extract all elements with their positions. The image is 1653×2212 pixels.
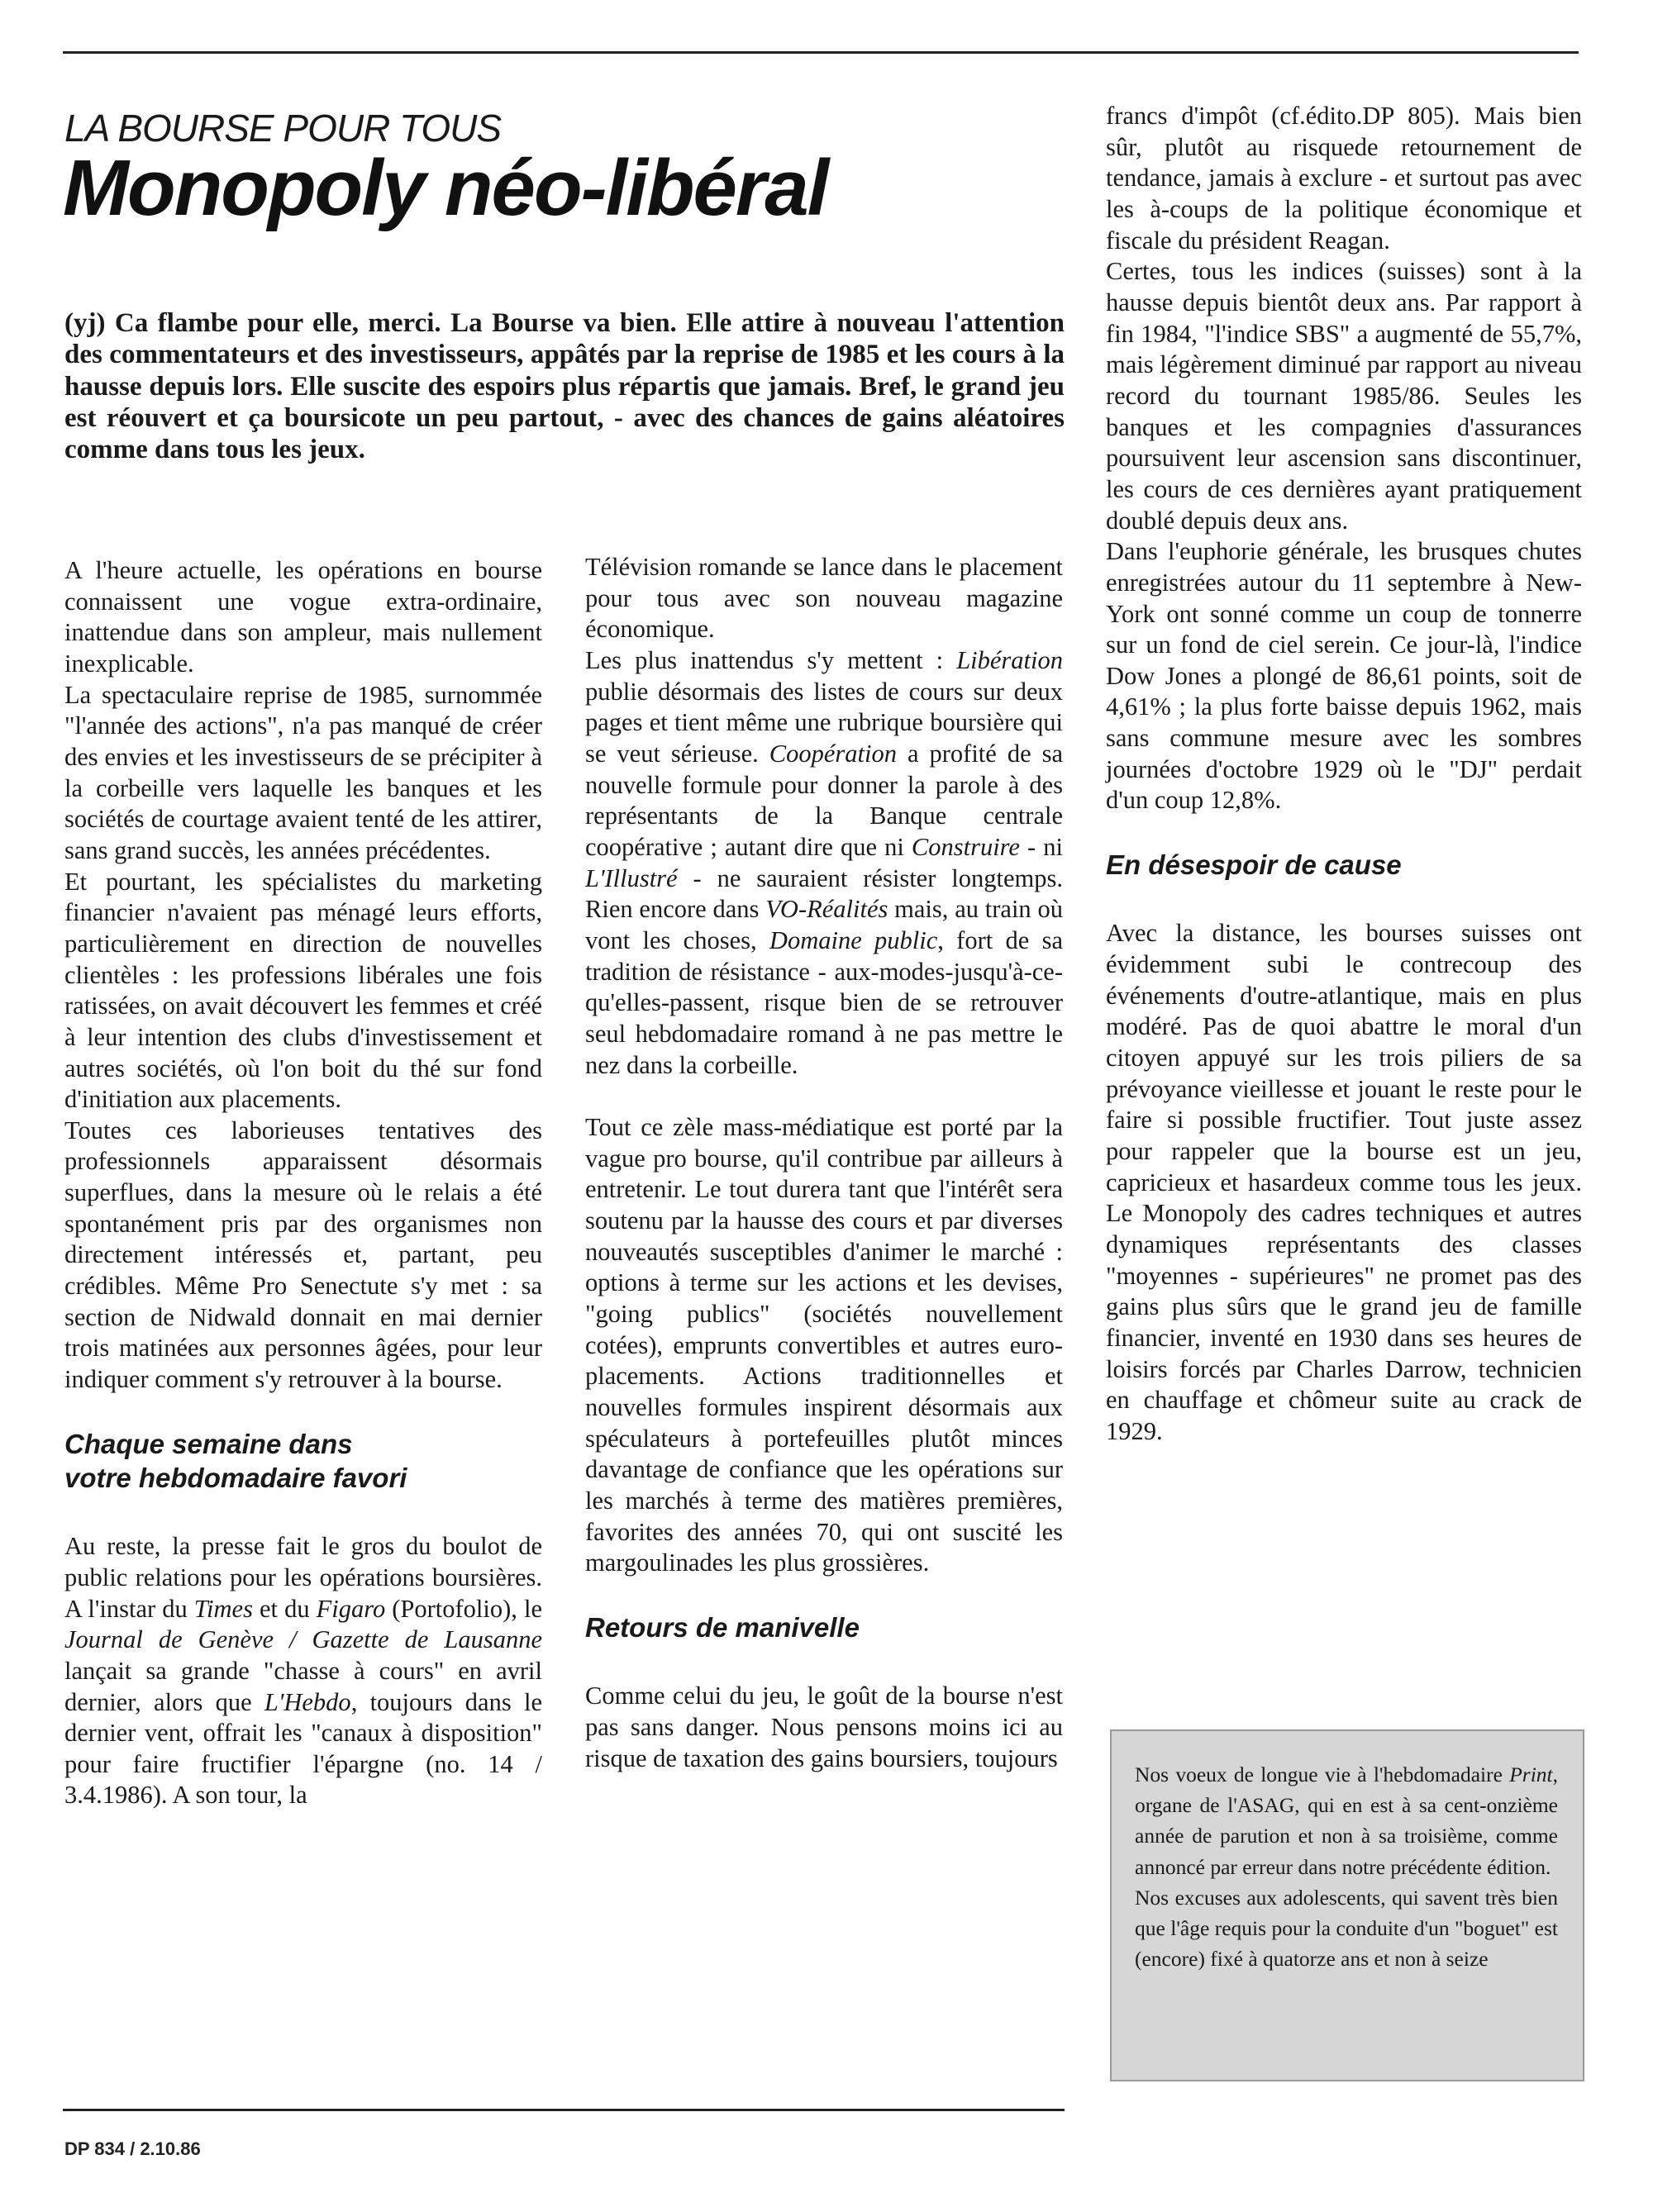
paragraph: Télévision romande se lance dans le placement pour tous avec son nouveau magazine économique. — [585, 553, 1063, 644]
publication-name: Libération — [956, 645, 1063, 674]
subheading-line: votre hebdomadaire favori — [64, 1462, 407, 1493]
article-title: Monopoly néo-libéral — [63, 144, 828, 232]
publication-name: Construire — [911, 832, 1020, 861]
paragraph: La spectaculaire reprise de 1985, surnommée "l'année des actions", n'a pas manqué de créer des envies et les investisseurs de se précipiter à la corbeille vers laquelle les banques et les sociétés de courtage avaient tenté de les attirer, sans grand succès, les années précédentes. — [64, 680, 542, 864]
paragraph: Certes, tous les indices (suisses) sont à la hausse depuis bientôt deux ans. Par rapport à fin 1984, "l'indice SBS" a augmenté de 55,7%, mais légèrement diminué par rapport au niveau record du tournant 1985/86. Seules les banques et les compagnies d'assurances poursuivent leur ascension sans discontinuer, les cours de ces dernières ayant pratiquement doublé depuis deux ans. — [1106, 257, 1582, 535]
paragraph: francs d'impôt (cf.édito.DP 805). Mais bien sûr, plutôt au risquede retournement de tendance, jamais à exclure - et surtout pas avec les à-coups de la politique économique et fiscale du président Reagan. — [1106, 102, 1582, 254]
issue-footer: DP 834 / 2.10.86 — [64, 2138, 201, 2159]
paragraph: Comme celui du jeu, le goût de la bourse n'est pas sans danger. Nous pensons moins ici au risque de taxation des gains boursiers, toujours — [585, 1682, 1063, 1772]
column-1 — [64, 555, 542, 1811]
paragraph: A l'heure actuelle, les opérations en bourse connaissent une vogue extra-ordinaire, inattendue dans son ampleur, mais nullement inexplicable. — [64, 556, 542, 678]
paragraph: Au reste, la presse fait le gros du boulot de public relations pour les opérations boursières. A l'instar du Times et du Figaro (Portofolio), le Journal de Genève / Gazette de Lausanne lançait sa grande "chasse à cours" en avril dernier, alors que L'Hebdo, toujours dans le dernier vent, offrait les "canaux à disposition" pour faire fructifier l'épargne (no. 14 / 3.4.1986). A son tour, la — [64, 1532, 542, 1810]
subheading-line: Chaque semaine dans — [64, 1428, 353, 1459]
notice-paragraph: Nos voeux de longue vie à l'hebdomadaire Print, organe de l'ASAG, qui en est à sa cent-onzième année de parution et non à sa troisième, comme annoncé par erreur dans notre précédente édition. — [1135, 1762, 1558, 1879]
article-lead: (yj) Ca flambe pour elle, merci. La Bourse va bien. Elle attire à nouveau l'attention des commentateurs et des investisseurs, appâtés par la reprise de 1985 et les cours à la hausse depuis lors. Elle suscite des espoirs plus répartis que jamais. Bref, le grand jeu est réouvert et ça boursicote un peu partout, - avec des chances de gains aléatoires comme dans tous les jeux. — [64, 308, 1065, 465]
column-2 — [585, 552, 1063, 1774]
top-rule — [63, 51, 1579, 54]
publication-name: L'Illustré — [585, 863, 678, 892]
publication-name: VO-Réalités — [765, 895, 888, 924]
paragraph: Et pourtant, les spécialistes du marketing financier n'avaient pas ménagé leurs efforts, particulièrement en direction de nouvelles clientèles : les professions libérales une fois ratissées, on avait découvert les femmes et créé à leur intention des clubs d'investissement et autres sociétés, où l'on boit du thé sur fond d'initiation aux placements. — [64, 867, 542, 1114]
paragraph: Les plus inattendus s'y mettent : Libération publie désormais des listes de cours sur deux pages et tient même une rubrique boursière qui se veut sérieuse. Coopération a profité de sa nouvelle formule pour donner la parole à des représentants de la Banque centrale coopérative ; autant dire que ni Construire - ni L'Illustré - ne sauraient résister longtemps. Rien encore dans VO-Réalités mais, au train où vont les choses, Domaine public, fort de sa tradition de résistance - aux-modes-jusqu'à-ce-qu'elles-passent, risque bien de se retrouver seul hebdomadaire romand à ne pas mettre le nez dans la corbeille. — [585, 645, 1064, 1079]
paragraph: Toutes ces laborieuses tentatives des professionnels apparaissent désormais superflues, dans la mesure où le relais a été spontanément pris par des organismes non directement intéressés et, partant, peu crédibles. Même Pro Senectute s'y met : sa section de Nidwald donnait en mai dernier trois matinées aux personnes âgées, pour leur indiquer comment s'y retrouver à la bourse. — [64, 1116, 542, 1394]
publication-name: L'Hebdo — [264, 1687, 351, 1716]
publication-name: Domaine public — [769, 925, 938, 954]
publication-name: Figaro — [316, 1594, 386, 1623]
subheading-retours: Retours de manivelle — [585, 1612, 860, 1643]
publication-name: Times — [193, 1594, 253, 1623]
publication-name: Coopération — [769, 739, 897, 768]
article-kicker: LA BOURSE POUR TOUS — [64, 107, 502, 150]
paragraph: Tout ce zèle mass-médiatique est porté par la vague pro bourse, qu'il contribue par ailleurs à entretenir. Le tout durera tant que l'intérêt sera soutenu par la hausse des cours et par diverses nouveautés susceptibles d'animer le marché : options à terme sur les actions et les devises, "going publics" (sociétés nouvellement cotées), emprunts convertibles et autres euro-placements. Actions traditionnelles et nouvelles formules inspirent désormais aux spéculateurs à portefeuilles plutôt minces davantage de confiance que les opérations sur les marchés à terme des matières premières, favorites des années 70, qui ont suscité les margoulinades les plus grossières. — [585, 1113, 1063, 1577]
subheading-desespoir: En désespoir de cause — [1106, 849, 1402, 881]
subheading-chaque-semaine — [64, 1427, 542, 1496]
column-3 — [1106, 101, 1582, 1448]
paragraph: Avec la distance, les bourses suisses ont évidemment subi le contrecoup des événements d'outre-atlantique, mais en plus modéré. Pas de quoi abattre le moral d'un citoyen appuyé sur les trois piliers de sa prévoyance vieillesse et jouant le reste pour le faire si possible fructifier. Tout juste assez pour rappeler que la bourse est un jeu, capricieux et hasardeux comme tous les jeux. Le Monopoly des cadres techniques et autres dynamiques représentants des classes "moyennes - supérieures" ne promet pas des gains plus sûrs que le grand jeu de famille financier, inventé en 1930 dans ses heures de loisirs forcés par Charles Darrow, technicien en chauffage et chômeur suite au crack de 1929. — [1106, 919, 1582, 1445]
notice-box — [1110, 1729, 1584, 2081]
paragraph: Dans l'euphorie générale, les brusques chutes enregistrées autour du 11 septembre à New-York ont sonné comme un coup de tonnerre sur un fond de ciel serein. Ce jour-là, l'indice Dow Jones a plongé de 86,61 points, soit de 4,61% ; la plus forte baisse depuis 1962, mais sans commune mesure avec les sombres journées d'octobre 1929 où le "DJ" perdait d'un coup 12,8%. — [1106, 537, 1582, 815]
notice-paragraph: Nos excuses aux adolescents, qui savent très bien que l'âge requis pour la conduite d'un "boguet" est (encore) fixé à quatorze ans et non à seize — [1135, 1885, 1558, 1972]
publication-name: Journal de Genève / Gazette de Lausanne — [64, 1625, 542, 1654]
bottom-rule — [63, 2109, 1065, 2111]
publication-name: Print — [1509, 1762, 1553, 1786]
